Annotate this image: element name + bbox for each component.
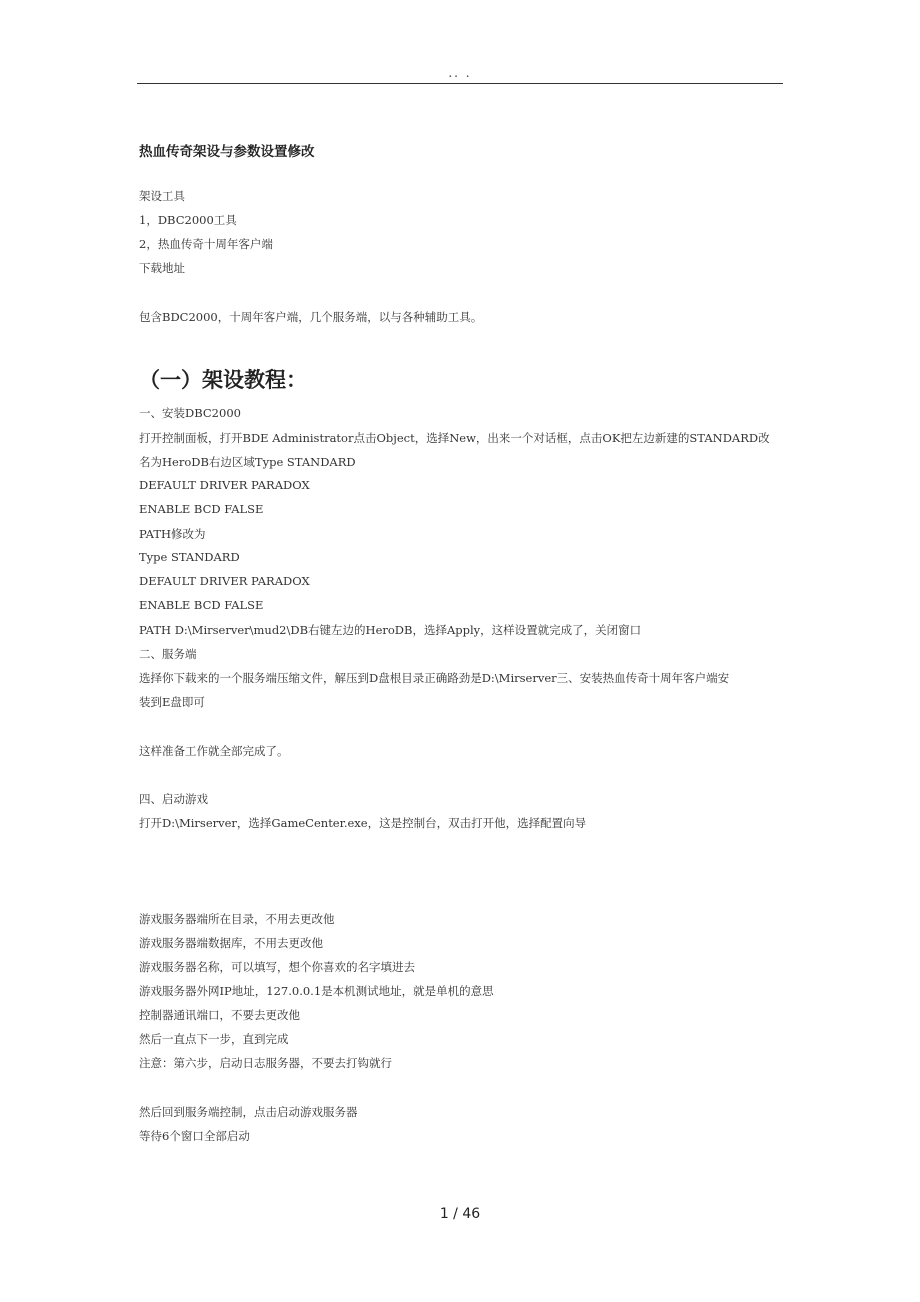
- wizard-line-5: 控制器通讯端口，不要去更改他: [139, 1008, 300, 1022]
- config-line-2: ENABLE BCD FALSE: [139, 502, 264, 516]
- final-line-1: 然后回到服务端控制，点击启动游戏服务器: [139, 1105, 358, 1119]
- config-line-6: ENABLE BCD FALSE: [139, 598, 264, 612]
- step4-line-1: 打开D:\Mirserver，选择GameCenter.exe，这是控制台，双击打开他，选择配置向导: [139, 816, 587, 830]
- step2-title: 二、服务端: [139, 647, 197, 661]
- step1-line-2: 名为HeroDB右边区域Type STANDARD: [139, 455, 356, 469]
- wizard-line-3: 游戏服务器名称，可以填写，想个你喜欢的名字填进去: [139, 960, 415, 974]
- step1-line-1: 打开控制面板，打开BDE Administrator点击Object，选择New，出来一个对话框，点击OK把左边新建的STANDARD改: [139, 431, 770, 445]
- final-line-2: 等待6个窗口全部启动: [139, 1129, 250, 1143]
- tools-label: 架设工具: [139, 189, 185, 203]
- section-heading: （一）架设教程：: [139, 367, 307, 392]
- config-line-4: Type STANDARD: [139, 550, 240, 564]
- wizard-line-2: 游戏服务器端数据库，不用去更改他: [139, 936, 323, 950]
- config-line-5: DEFAULT DRIVER PARADOX: [139, 574, 310, 588]
- header-rule: [137, 83, 783, 84]
- config-line-1: DEFAULT DRIVER PARADOX: [139, 478, 310, 492]
- wizard-line-6: 然后一直点下一步，直到完成: [139, 1032, 289, 1046]
- includes-text: 包含BDC2000，十周年客户端，几个服务端，以与各种辅助工具。: [139, 310, 483, 324]
- step2-line-2: 装到E盘即可: [139, 695, 205, 709]
- ready-text: 这样准备工作就全部完成了。: [139, 744, 289, 758]
- tool-item-1: 1，DBC2000工具: [139, 213, 237, 227]
- header-dots: .. .: [448, 66, 472, 80]
- wizard-line-7: 注意：第六步，启动日志服务器，不要去打钩就行: [139, 1056, 392, 1070]
- wizard-line-4: 游戏服务器外网IP地址，127.0.0.1是本机测试地址，就是单机的意思: [139, 984, 494, 998]
- step1-title: 一、安装DBC2000: [139, 406, 241, 420]
- step4-title: 四、启动游戏: [139, 792, 208, 806]
- download-label: 下载地址: [139, 261, 185, 275]
- document-title: 热血传奇架设与参数设置修改: [139, 144, 315, 160]
- config-line-7: PATH D:\Mirserver\mud2\DB右键左边的HeroDB，选择Apply，这样设置就完成了，关闭窗口: [139, 623, 642, 637]
- tool-item-2: 2，热血传奇十周年客户端: [139, 237, 273, 251]
- config-line-3: PATH修改为: [139, 527, 206, 541]
- wizard-line-1: 游戏服务器端所在目录，不用去更改他: [139, 912, 335, 926]
- page-indicator: 1 / 46: [439, 1206, 481, 1222]
- step2-line-1: 选择你下载来的一个服务端压缩文件，解压到D盘根目录正确路劲是D:\Mirserver三、安装热血传奇十周年客户端安: [139, 671, 730, 685]
